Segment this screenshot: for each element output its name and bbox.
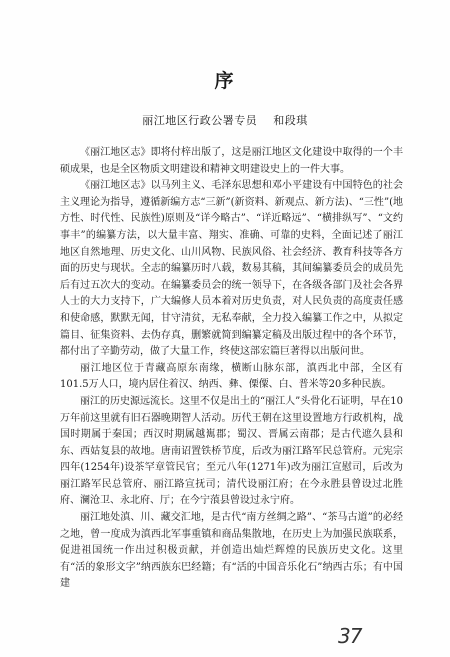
byline-author: 和段琪 <box>273 114 308 127</box>
page-title: 序 <box>214 70 236 92</box>
paragraph: 《丽江地区志》即将付梓出版了，这是丽江地区文化建设中取得的一个丰硕成果，也是全区物质文明建设和精神文明建设史上的一件大事。 <box>60 147 403 175</box>
paragraph: 《丽江地区志》以马列主义、毛泽东思想和邓小平建设有中国特色的社会主义理论为指导，遵循新编方志“三新”(新资料、新观点、新方法)、“三性”(地方性、时代性、民族性)原则及“详今略古”、“详近略远”、“横排纵写”、“文约事丰”的编纂方法，以大量丰富、翔实、准确、可靠的史料，全面记述了丽江地区自然地理、历史文化、山川风物、民族风俗、社会经济、教育科技等各方面的历史与现状。全志的编纂历时八载，数易其稿，其间编纂委员会的成员先后有过五次大的变动。在编纂委员会的统一领导下，在各级各部门及社会各界人士的大力支持下，广大编修人员本着对历史负责，对人民负责的高度责任感和使命感，默默无闻，甘守清贫，无私奉献，全力投入编纂工作之中，从拟定篇目、征集资料、去伪存真，删繁就简到编纂定稿及出版过程中的各个环节，都付出了辛勤劳动，做了大量工作，终使这部宏篇巨著得以出版问世。 <box>60 180 403 358</box>
byline <box>0 112 450 128</box>
paragraph: 丽江地处滇、川、藏交汇地，是古代“南方丝绸之路”、“茶马古道”的必经之地，曾一度成为滇西北军事重镇和商品集散地，在历史上为加强民族联系，促进祖国统一作出过积极贡献，并创造出灿烂辉煌的民族历史文化。这里有“活的象形文字”纳西族东巴经籍；有“活的中国音乐化石”纳西古乐；有中国建 <box>60 512 403 590</box>
body-text <box>60 145 403 593</box>
page-number: 37 <box>338 624 362 648</box>
paragraph: 丽江的历史源远流长。这里不仅是出土的“丽江人”头骨化石证明，早在10万年前这里就有旧石器晚期智人活动。历代王朝在这里设置地方行政机构，战国时期属于秦国；西汉时期属越嶲郡；蜀汉、晋属云南郡；是古代遮久县和东、西姑复县的故地。唐南诏置铁桥节度，后改为丽江路军民总管府。元宪宗四年(1254年)设茶罕章管民官；至元八年(1271年)改为丽江宣慰司，后改为丽江路军民总管府、丽江路宣抚司；清代设丽江府；在今永胜县曾设过北胜府、澜沧卫、永北府、厅；在今宁蒗县曾设过永宁府。 <box>60 395 403 507</box>
paragraph: 丽江地区位于青藏高原东南缘，横断山脉东部，滇西北中部，全区有101.5万人口，境内居住着汉、纳西、彝、傈僳、白、普米等20多种民族。 <box>60 362 403 391</box>
byline-affiliation: 丽江地区行政公署专员 <box>142 114 258 127</box>
